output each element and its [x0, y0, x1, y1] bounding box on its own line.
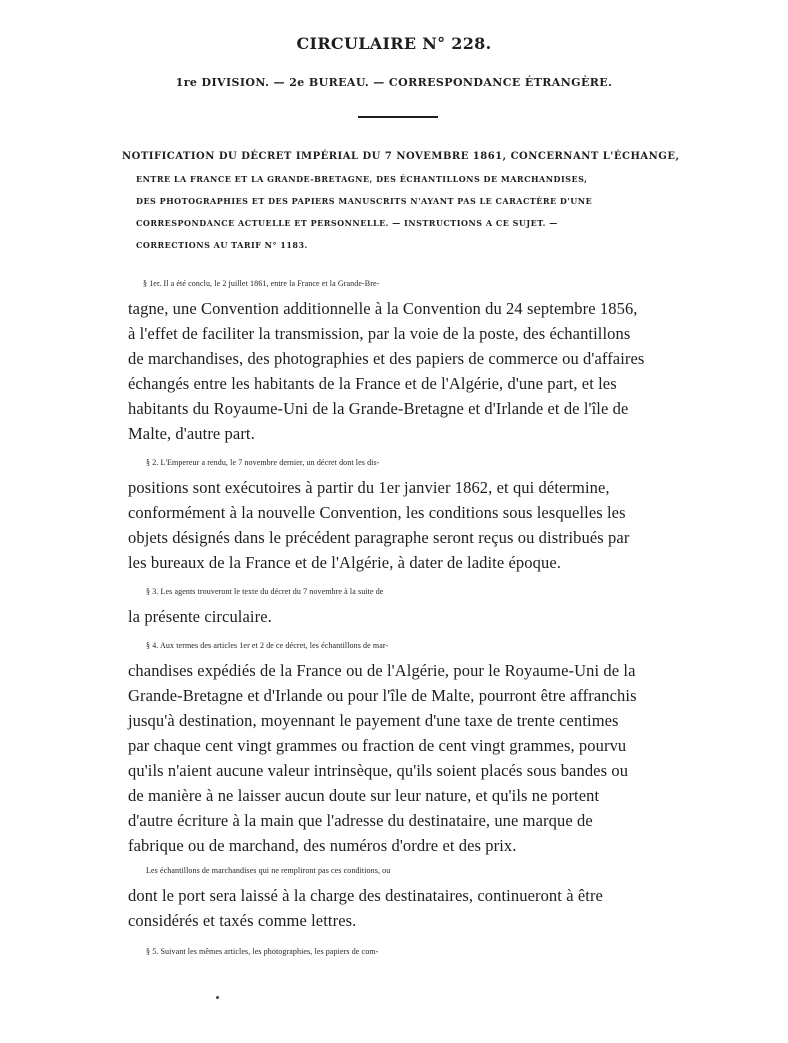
paragraph-line: positions sont exécutoires à partir du 1er janvier 1862, et qui détermine,: [128, 478, 610, 497]
paragraph-line: § 1er. Il a été conclu, le 2 juillet 1861, entre la France et la Grande-Bre-: [143, 279, 380, 288]
summary-line: CORRECTIONS AU TARIF N° 1183.: [136, 240, 308, 250]
paragraph-line: habitants du Royaume-Uni de la Grande-Bretagne et d'Irlande et de l'île de: [128, 399, 629, 418]
ink-speck: [216, 996, 219, 999]
paragraph-line: Les échantillons de marchandises qui ne rempliront pas ces conditions, ou: [146, 866, 391, 875]
page-title: CIRCULAIRE N° 228.: [296, 34, 492, 53]
summary-line: NOTIFICATION DU DÉCRET IMPÉRIAL DU 7 NOVEMBRE 1861, CONCERNANT L'ÉCHANGE,: [122, 151, 680, 162]
paragraph-line: § 5. Suivant les mêmes articles, les photographies, les papiers de com-: [146, 947, 379, 956]
paragraph-line: § 3. Les agents trouveront le texte du décret du 7 novembre à la suite de: [146, 587, 384, 596]
paragraph-line: conformément à la nouvelle Convention, les conditions sous lesquelles les: [128, 503, 626, 522]
paragraph-line: par chaque cent vingt grammes ou fraction de cent vingt grammes, pourvu: [128, 736, 627, 755]
summary-line: CORRESPONDANCE ACTUELLE ET PERSONNELLE. — INSTRUCTIONS A CE SUJET. —: [136, 218, 558, 228]
paragraph-line: à l'effet de faciliter la transmission, par la voie de la poste, des échantillons: [128, 324, 631, 343]
paragraph-line: fabrique ou de marchand, des numéros d'ordre et des prix.: [128, 836, 517, 855]
paragraph-line: chandises expédiés de la France ou de l'Algérie, pour le Royaume-Uni de la: [128, 661, 636, 680]
paragraph-line: les bureaux de la France et de l'Algérie, à dater de ladite époque.: [128, 553, 561, 572]
paragraph-line: objets désignés dans le précédent paragraphe seront reçus ou distribués par: [128, 528, 630, 547]
paragraph-line: échangés entre les habitants de la France et de l'Algérie, d'une part, et les: [128, 374, 617, 393]
summary-line: DES PHOTOGRAPHIES ET DES PAPIERS MANUSCRITS N'AYANT PAS LE CARACTÈRE D'UNE: [136, 196, 593, 206]
paragraph-line: dont le port sera laissé à la charge des destinataires, continueront à être: [128, 886, 603, 905]
paragraph-line: tagne, une Convention additionnelle à la Convention du 24 septembre 1856,: [128, 299, 638, 318]
paragraph-line: qu'ils n'aient aucune valeur intrinsèque, qu'ils soient placés sous bandes ou: [128, 761, 629, 780]
paragraph-line: § 4. Aux termes des articles 1er et 2 de ce décret, les échantillons de mar-: [146, 641, 389, 650]
paragraph-line: la présente circulaire.: [128, 607, 272, 626]
paragraph-line: § 2. L'Empereur a rendu, le 7 novembre dernier, un décret dont les dis-: [146, 458, 380, 467]
title-rule: [358, 116, 438, 118]
paragraph-line: de marchandises, des photographies et des papiers de commerce ou d'affaires: [128, 349, 645, 368]
paragraph-line: de manière à ne laisser aucun doute sur leur nature, et qu'ils ne portent: [128, 786, 600, 805]
paragraph-line: Malte, d'autre part.: [128, 424, 255, 443]
summary-line: ENTRE LA FRANCE ET LA GRANDE-BRETAGNE, DES ÉCHANTILLONS DE MARCHANDISES,: [136, 174, 588, 184]
paragraph-line: considérés et taxés comme lettres.: [128, 911, 357, 930]
paragraph-line: d'autre écriture à la main que l'adresse du destinataire, une marque de: [128, 811, 593, 830]
paragraph-line: Grande-Bretagne et d'Irlande ou pour l'île de Malte, pourront être affranchis: [128, 686, 637, 705]
division-line: 1re DIVISION. — 2e BUREAU. — CORRESPONDANCE ÉTRANGÈRE.: [175, 76, 613, 89]
paragraph-line: jusqu'à destination, moyennant le payement d'une taxe de trente centimes: [128, 711, 619, 730]
